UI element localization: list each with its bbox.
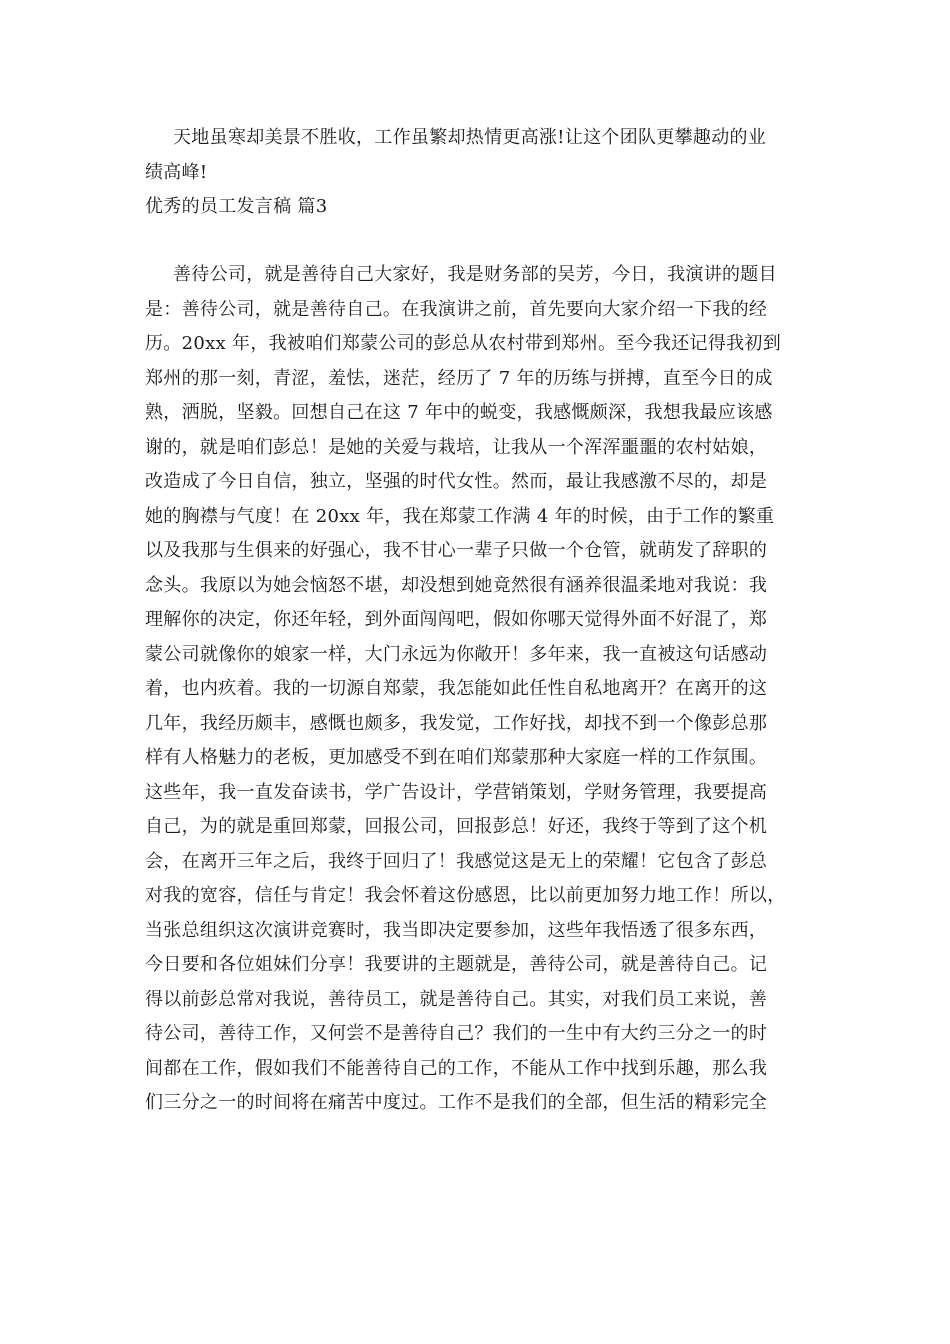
intro-line-1: 天地虽寒却美景不胜收，工作虽繁却热情更高涨!让这个团队更攀趣动的业: [173, 127, 767, 148]
body-line: 当张总组织这次演讲竞赛时，我当即决定要参加，这些年我悟透了很多东西，: [145, 920, 768, 941]
body-line: 今日要和各位姐妹们分享！我要讲的主题就是，善待公司，就是善待自己。记: [145, 954, 768, 975]
body-line: 历。20xx 年，我被咱们郑蒙公司的彭总从农村带到郑州。至今我还记得我初到: [145, 333, 782, 354]
body-line: 谢的，就是咱们彭总！是她的关爱与栽培，让我从一个浑浑噩噩的农村姑娘，: [145, 437, 768, 458]
body-line: 蒙公司就像你的娘家一样，大门永远为你敞开！多年来，我一直被这句话感动: [145, 644, 768, 665]
intro-line-2: 绩高峰!: [145, 162, 208, 183]
body-line: 待公司，善待工作，又何尝不是善待自己？我们的一生中有大约三分之一的时: [145, 1023, 768, 1044]
body-line: 几年，我经历颇丰，感慨也颇多，我发觉，工作好找，却找不到一个像彭总那: [145, 713, 768, 734]
body-line: 善待公司，就是善待自己大家好，我是财务部的吴芳，今日，我演讲的题目: [173, 264, 777, 285]
body-line: 对我的宽容，信任与肯定！我会怀着这份感恩，比以前更加努力地工作！所以，: [145, 885, 786, 906]
body-line: 郑州的那一刻，青涩，羞怯，迷茫，经历了 7 年的历练与拼搏，直至今日的成: [145, 368, 773, 389]
body-line: 自己，为的就是重回郑蒙，回报公司，回报彭总！好还，我终于等到了这个机: [145, 816, 768, 837]
body-line: 这些年，我一直发奋读书，学广告设计，学营销策划，学财务管理，我要提高: [145, 782, 768, 803]
body-line: 会，在离开三年之后，我终于回归了！我感觉这是无上的荣耀！它包含了彭总: [145, 851, 768, 872]
body-line: 改造成了今日自信，独立，坚强的时代女性。然而，最让我感激不尽的，却是: [145, 471, 768, 492]
body-line: 是：善待公司，就是善待自己。在我演讲之前，首先要向大家介绍一下我的经: [145, 299, 768, 320]
body-line: 熟，洒脱，坚毅。回想自己在这 7 年中的蜕变，我感慨颇深，我想我最应该感: [145, 402, 773, 423]
body-line: 间都在工作，假如我们不能善待自己的工作，不能从工作中找到乐趣，那么我: [145, 1058, 768, 1079]
body-line: 念头。我原以为她会恼怒不堪，却没想到她竟然很有涵养很温柔地对我说：我: [145, 575, 768, 596]
body-line: 她的胸襟与气度！在 20xx 年，我在郑蒙工作满 4 年的时候，由于工作的繁重: [145, 506, 775, 527]
body-line: 着，也内疚着。我的一切源自郑蒙，我怎能如此任性自私地离开？在离开的这: [145, 678, 768, 699]
body-line: 们三分之一的时间将在痛苦中度过。工作不是我们的全部，但生活的精彩完全: [145, 1092, 768, 1113]
body-line: 得以前彭总常对我说，善待员工，就是善待自己。其实，对我们员工来说，善: [145, 989, 768, 1010]
section-title: 优秀的员工发言稿 篇3: [145, 196, 328, 217]
body-line: 样有人格魅力的老板，更加感受不到在咱们郑蒙那种大家庭一样的工作氛围。: [145, 747, 768, 768]
body-line: 以及我那与生俱来的好强心，我不甘心一辈子只做一个仓管，就萌发了辞职的: [145, 540, 768, 561]
body-line: 理解你的决定，你还年轻，到外面闯闯吧，假如你哪天觉得外面不好混了，郑: [145, 609, 768, 630]
